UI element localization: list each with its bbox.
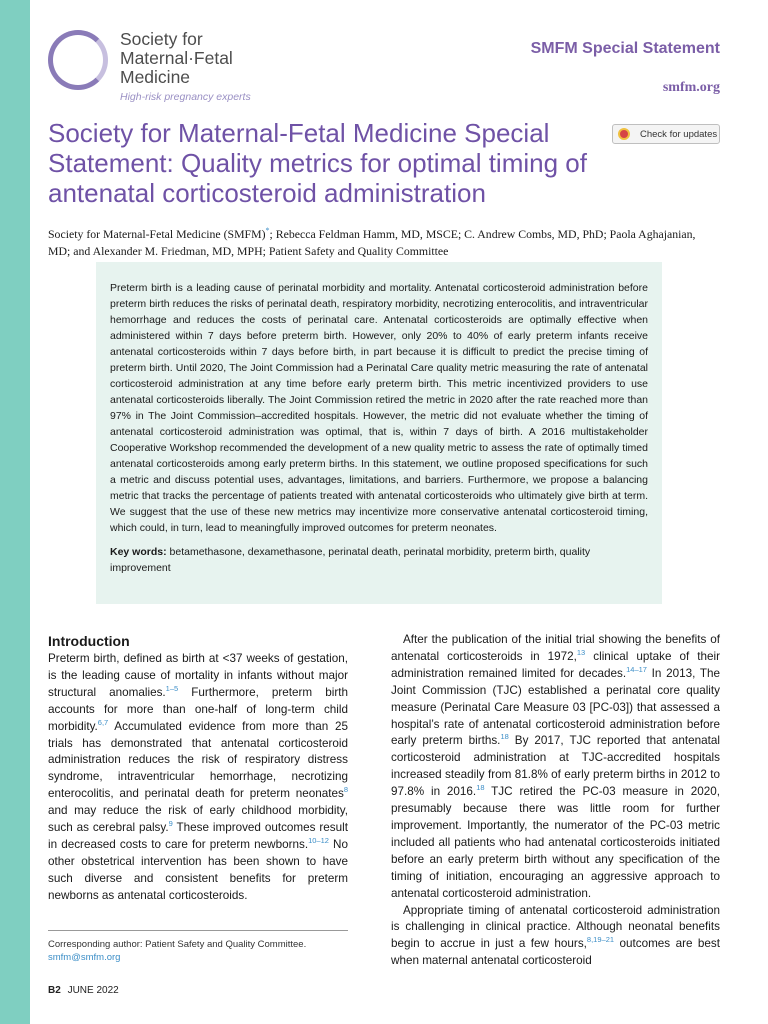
- article-title: Society for Maternal-Fetal Medicine Special Statement: Quality metrics for optimal timing of antenatal corticosteroid administration: [48, 118, 587, 208]
- citation-link[interactable]: 18: [500, 732, 509, 742]
- author-note-mark[interactable]: *: [265, 226, 270, 235]
- text-run: In 2013, The Joint Commission (TJC) established a perinatal core quality measure (Perinatal Care Measure 03 [PC-03]) that assessed a hospital’s rate of antenatal corticosteroid administration before early preterm births.: [391, 666, 720, 748]
- check-updates-button[interactable]: [612, 124, 720, 144]
- citation-link[interactable]: 8,19–21: [586, 935, 615, 945]
- text-run: Preterm birth, defined as birth at <37 weeks of gestation, is the leading cause of mortality in infants without major structural anomalies.: [48, 652, 348, 699]
- abstract-box: [96, 262, 662, 604]
- statement-label: SMFM Special Statement: [530, 40, 720, 57]
- text-run: After the publication of the initial trial showing the benefits of antenatal corticosteroids in 1972,: [391, 633, 720, 663]
- footnote-divider: [48, 930, 348, 931]
- text-run: Accumulated evidence from more than 25 trials has demonstrated that antenatal corticosteroid administration reduces the risk of respiratory distress syndrome, intraventricular hemorrhage, necrotizing enterocolitis, and perinatal death for preterm neonates: [48, 719, 348, 801]
- logo-ring-icon: [48, 30, 108, 90]
- text-run: and may reduce the risk of early childhood morbidity, such as cerebral palsy.: [48, 804, 348, 835]
- right-paragraph-1: [391, 632, 720, 903]
- sidebar-accent-bar: [0, 0, 30, 1024]
- section-heading-introduction: Introduction: [48, 633, 130, 649]
- keywords: [110, 544, 648, 576]
- text-run: TJC retired the PC-03 measure in 2020, presumably because there was little room for further improvement. Importantly, the numerator of the PC-03 metric included all patients who had antenatal corticosteroids initiated before an early preterm birth without any specification of the timing of initiation, encouraging an aggressive approach to antenatal corticosteroid administration.: [391, 785, 720, 900]
- citation-link[interactable]: 9: [168, 819, 173, 829]
- text-run: No other obstetrical intervention has been shown to have such diverse and consistent benefits for preterm newborns as antenatal corticosteroids.: [48, 837, 348, 902]
- citation-link[interactable]: 8: [343, 785, 348, 795]
- corresponding-author-note: [48, 938, 358, 964]
- citation-link[interactable]: 18: [476, 783, 485, 793]
- smfm-logo[interactable]: [48, 28, 268, 108]
- text-run: Furthermore, preterm birth accounts for more than one-half of long-term child morbidity.: [48, 685, 348, 733]
- text-run: outcomes are best when maternal antenatal corticosteroid: [391, 937, 720, 968]
- citation-link[interactable]: 13: [576, 648, 586, 658]
- abstract-text: Preterm birth is a leading cause of perinatal morbidity and mortality. Antenatal corticosteroid administration before preterm birth reduces the risks of perinatal death, respiratory morbidity, necrotizing enterocolitis, and intraventricular hemorrhage and reduces the costs of perinatal care. Antenatal corticosteroids are optimally effective when administered within 7 days before preterm birth. However, only 20% to 40% of early preterm infants receive antenatal corticosteroids within 7 days before birth, in part because it is difficult to predict the precise timing of preterm birth. Until 2020, The Joint Commission had a Perinatal Care quality metric measuring the rate of antenatal corticosteroid administration at any time before early preterm birth. This metric incentivized providers to use antenatal corticosteroids liberally. The Joint Commission retired the metric in 2020 after the rate reached more than 97% in The Joint Commission–accredited hospitals. However, the metric did not evaluate whether the timing of antenatal corticosteroid administration was optimal, that is, within 7 days of birth. A 2016 multistakeholder Cooperative Workshop recommended the development of a new quality metric to assess the rate of optimally timed antenatal corticosteroids among early preterm births. In this statement, we outline proposed specifications for such a metric and discuss potential uses, advantages, limitations, and barriers. Furthermore, we propose a balancing metric that tracks the percentage of patients treated with antenatal corticosteroids who ultimately give birth at term. We suggest that the use of these new metrics may incentivize more conservative antenatal corticosteroid timing, which could, in turn, lead to meaningfully improved outcomes for preterm neonates.: [110, 282, 648, 534]
- keywords-list: betamethasone, dexamethasone, perinatal death, perinatal morbidity, preterm birth, quality improvement: [110, 546, 591, 574]
- citation-link[interactable]: 6,7: [97, 717, 109, 727]
- author-list: [48, 222, 720, 260]
- logo-line-1: Society for: [120, 29, 203, 49]
- text-run: These improved outcomes result in decreased costs to care for preterm newborns.: [48, 821, 348, 851]
- page-footer: [48, 985, 119, 996]
- text-run: clinical uptake of their administration remained limited for decades.: [391, 649, 720, 680]
- intro-paragraph-1: [48, 651, 348, 905]
- header-right: [531, 40, 720, 96]
- left-column: [48, 632, 348, 905]
- footnote-text: Corresponding author: Patient Safety and Quality Committee.: [48, 939, 307, 950]
- logo-wordmark: [120, 30, 233, 87]
- citation-link[interactable]: 14–17: [626, 664, 647, 674]
- text-run: By 2017, TJC reported that antenatal corticosteroid administration at TJC-accredited hospitals increased steadily from 81.8% of early preterm births in 2012 to 97.8% in 2016.: [391, 734, 721, 799]
- issue-date: JUNE 2022: [67, 985, 119, 996]
- authors-part-2: ; Rebecca Feldman Hamm, MD, MSCE; C. Andrew Combs, MD, PhD; Paola Aghajanian, MD; and Alexander M. Friedman, MD, MPH; Patient Safety and Quality Committee: [48, 226, 696, 258]
- keywords-label: Key words:: [110, 546, 167, 558]
- citation-link[interactable]: 1–5: [165, 683, 179, 693]
- crossmark-icon: [618, 128, 630, 140]
- logo-line-3: Medicine: [120, 67, 191, 87]
- check-updates-label: Check for updates: [640, 128, 718, 140]
- right-column: [391, 632, 720, 970]
- right-paragraph-2: [391, 903, 720, 971]
- citation-link[interactable]: 10–12: [308, 836, 329, 846]
- text-run: Appropriate timing of antenatal corticosteroid administration is challenging in clinical practice. Although neonatal benefits begin to accrue in just a few hours,: [391, 903, 720, 951]
- authors-part-1: Society for Maternal-Fetal Medicine (SMFM): [48, 226, 266, 241]
- logo-tagline: High-risk pregnancy experts: [120, 91, 251, 103]
- email-link[interactable]: smfm@smfm.org: [48, 952, 121, 963]
- site-link[interactable]: smfm.org: [662, 80, 720, 95]
- page-number: B2: [48, 985, 61, 996]
- logo-line-2: Maternal·Fetal: [120, 48, 233, 68]
